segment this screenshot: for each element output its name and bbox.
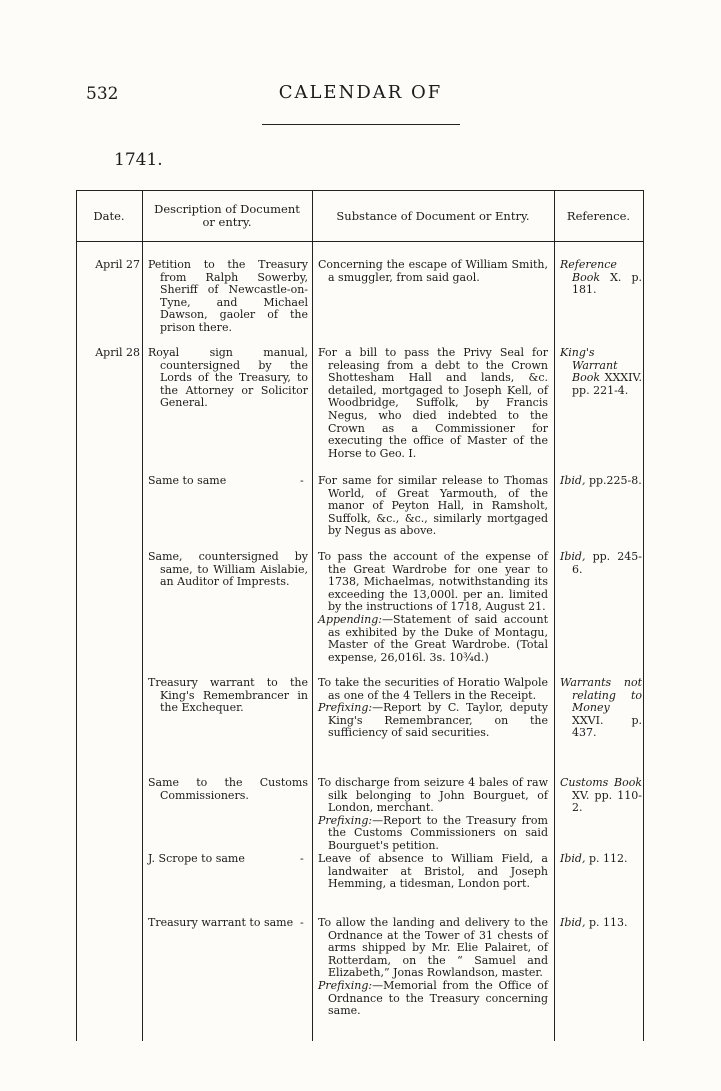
reference-pages: XXVI. p. 437.	[572, 713, 642, 740]
entry-description: Treasury warrant to the King's Remembrancer in the Exchequer.	[148, 676, 308, 715]
substance-note	[318, 614, 548, 664]
entry-reference	[560, 347, 642, 397]
entry-description: Royal sign manual, countersigned by the Lords of the Treasury, to the Attorney or Solicitor General.	[148, 346, 308, 410]
reference-book: Ibid,	[560, 550, 586, 563]
entry-reference	[560, 917, 642, 930]
substance-text: To allow the landing and delivery to the Ordnance at the Tower of 31 chests of arms shipped by Mr. Elie Palairet, of Rotterdam, on the “ Samuel and Elizabeth,” Jonas Rowlandson, master.	[318, 916, 548, 980]
reference-book: Ibid,	[560, 852, 586, 865]
substance-text: For same for similar release to Thomas World, of Great Yarmouth, of the manor of Peyton Hall, in Ramsholt, Suffolk, &c., &c., similarly mortgaged by Negus as above.	[318, 474, 548, 538]
table-border-right	[643, 191, 644, 1041]
entry-reference	[560, 259, 642, 297]
entry-substance	[318, 777, 548, 853]
reference-pages: XV. pp. 110-2.	[572, 788, 642, 815]
entry-substance	[318, 917, 548, 1018]
entry-description: Petition to the Treasury from Ralph Sowerby, Sheriff of Newcastle-on-Tyne, and Michael Dawson, gaoler of the prison there.	[148, 258, 308, 334]
col-header-substance: Substance of Document or Entry.	[336, 208, 530, 223]
col-header-description: Description of Document or entry.	[154, 202, 300, 229]
entry-reference	[560, 777, 642, 815]
note-label: Prefixing:	[318, 813, 373, 827]
reference-book: Ibid,	[560, 916, 586, 929]
col-header-reference: Reference.	[566, 208, 631, 223]
entry-date: April 28	[95, 346, 140, 359]
substance-text: Leave of absence to William Field, a landwaiter at Bristol, and Joseph Hemming, a tidesman, London port.	[318, 852, 548, 891]
note-text: —Report by C. Taylor, deputy King's Remembrancer, on the sufficiency of said securities.	[328, 701, 548, 740]
entry-description: J. Scrope to same	[148, 852, 245, 865]
entry-substance	[318, 551, 548, 664]
entry-description: Same to same	[148, 474, 227, 487]
note-text: —Memorial from the Office of Ordnance to the Treasury concerning same.	[328, 978, 548, 1018]
entry-reference	[560, 475, 642, 488]
note-text: —Statement of said account as exhibited by the Duke of Montagu, Master of the Great Wardrobe. (Total expense, 26,016l. 3s. 10¾d.)	[328, 612, 548, 664]
column-divider	[142, 191, 143, 1041]
note-label: Appending:	[318, 612, 383, 626]
column-divider	[554, 191, 555, 1041]
reference-pages: XXXIV. pp. 221-4.	[572, 371, 642, 397]
reference-book: Customs Book	[560, 776, 642, 789]
col-header-date: Date.	[93, 208, 125, 223]
leader-dash: -	[300, 474, 304, 487]
reference-pages: X. p. 181.	[572, 270, 642, 297]
head-rule	[262, 124, 460, 125]
header-rule	[76, 241, 644, 242]
substance-text: To discharge from seizure 4 bales of raw silk belonging to John Bourguet, of London, merchant.	[318, 776, 548, 815]
substance-note	[318, 815, 548, 853]
substance-text: To pass the account of the expense of the Great Wardrobe for one year to 1738, Michaelmas, notwithstanding its exceeding the 13,000l. per an. limited by the instructions of 1718, August 21.	[318, 550, 548, 614]
page-number: 532	[86, 84, 119, 104]
column-divider	[312, 191, 313, 1041]
entry-description: Treasury warrant to same	[148, 916, 294, 929]
entry-reference	[560, 551, 642, 576]
entry-reference	[560, 677, 642, 740]
substance-text: To take the securities of Horatio Walpole as one of the 4 Tellers in the Receipt.	[318, 676, 548, 702]
reference-pages: pp.225-8.	[588, 474, 642, 487]
leader-dash: -	[300, 852, 304, 865]
note-label: Prefixing:	[318, 701, 373, 715]
reference-book: Reference Book	[560, 258, 617, 284]
entry-reference	[560, 853, 642, 866]
entry-substance	[318, 677, 548, 740]
entry-description: Same, countersigned by same, to William Aislabie, an Auditor of Imprests.	[148, 550, 308, 589]
reference-pages: p. 113.	[588, 916, 628, 929]
entry-substance	[318, 347, 548, 460]
year-heading: 1741.	[114, 150, 163, 170]
running-head: CALENDAR OF	[278, 82, 443, 103]
reference-pages: p. 112.	[588, 852, 628, 865]
substance-text: Concerning the escape of William Smith, a smuggler, from said gaol.	[318, 258, 548, 284]
substance-text: For a bill to pass the Privy Seal for releasing from a debt to the Crown Shottesham Hall and lands, &c. detailed, mortgaged to Joseph Kell, of Woodbridge, Suffolk, by Francis Negus, who died indebted to the Crown as a Commissioner for executing the office of Master of the Horse to Geo. I.	[318, 346, 548, 460]
substance-note	[318, 702, 548, 740]
entry-substance	[318, 853, 548, 891]
entry-description: Same to the Customs Commissioners.	[148, 776, 308, 802]
calendar-table	[76, 190, 644, 1041]
note-text: —Report to the Treasury from the Customs Commissioners on said Bourguet's petition.	[328, 813, 548, 852]
reference-book: Warrants not relating to Money	[560, 676, 642, 715]
reference-book: King's Warrant Book	[560, 346, 618, 385]
entry-substance	[318, 475, 548, 538]
leader-dash: -	[300, 916, 304, 929]
reference-book: Ibid,	[560, 474, 586, 487]
reference-pages: pp. 245-6.	[572, 550, 642, 576]
note-label: Prefixing:	[318, 978, 373, 992]
entry-substance	[318, 259, 548, 284]
table-border-left	[76, 191, 77, 1041]
entry-date: April 27	[95, 258, 140, 271]
substance-note	[318, 980, 548, 1018]
